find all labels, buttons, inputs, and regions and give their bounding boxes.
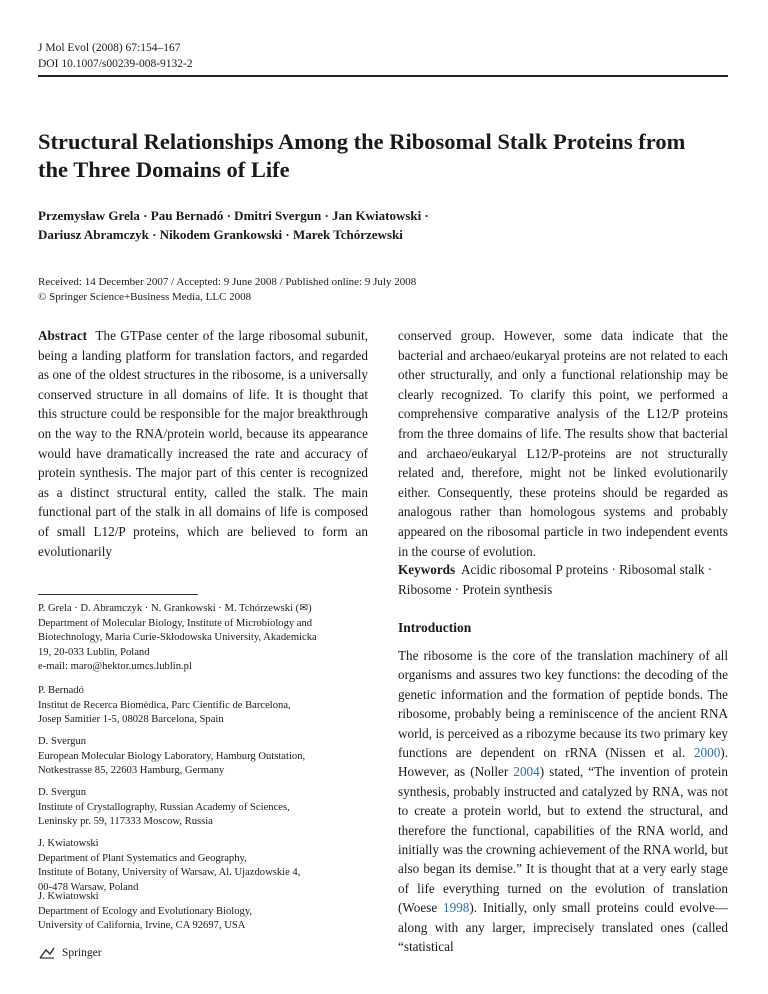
introduction-heading: Introduction xyxy=(398,620,472,635)
author-line-2: Dariusz Abramczyk · Nikodem Grankowski · Marek Tchórzewski xyxy=(38,227,403,242)
affiliation-6 xyxy=(38,890,368,934)
affiliation-line: 19, 20-033 Lublin, Poland xyxy=(38,646,150,658)
affiliation-line: 00-478 Warsaw, Poland xyxy=(38,881,139,893)
introduction-text xyxy=(398,646,728,957)
journal-header xyxy=(38,40,193,72)
footnote-rule xyxy=(38,594,198,595)
affiliation-4 xyxy=(38,786,368,830)
abstract-heading: Abstract xyxy=(38,328,88,343)
affiliation-line: Institute of Crystallography, Russian Academy of Sciences, xyxy=(38,801,290,813)
affiliation-line: Josep Samitier 1-5, 08028 Barcelona, Spain xyxy=(38,714,224,726)
affiliation-line: J. Kwiatowski xyxy=(38,891,99,902)
article-title: Structural Relationships Among the Ribosomal Stalk Proteins from the Three Domains of Life xyxy=(38,129,686,182)
springer-logo-icon xyxy=(38,946,56,960)
publication-dates xyxy=(38,275,728,305)
keywords-heading: Keywords xyxy=(398,562,456,577)
abstract-right xyxy=(398,326,728,561)
publisher-footer xyxy=(38,946,102,960)
abstract-left xyxy=(38,326,368,561)
affiliation-line: Department of Ecology and Evolutionary Biology, xyxy=(38,905,253,917)
affiliation-3 xyxy=(38,735,368,779)
dates-line: Received: 14 December 2007 / Accepted: 9 June 2008 / Published online: 9 July 2008 xyxy=(38,276,417,288)
journal-doi: DOI 10.1007/s00239-008-9132-2 xyxy=(38,58,193,70)
affiliation-line: Institut de Recerca Biomèdica, Parc Científic de Barcelona, xyxy=(38,699,291,711)
affiliation-line: D. Svergun xyxy=(38,787,87,798)
affiliation-1 xyxy=(38,602,368,675)
copyright-line: © Springer Science+Business Media, LLC 2008 xyxy=(38,291,252,303)
journal-citation: J Mol Evol (2008) 67:154–167 xyxy=(38,42,181,54)
citation-link[interactable]: 2000 xyxy=(693,745,721,761)
affiliation-line: Institute of Botany, University of Warsaw, Al. Ujazdowskie 4, xyxy=(38,867,301,879)
affiliation-line: Department of Molecular Biology, Institute of Microbiology and xyxy=(38,617,313,629)
intro-text-part: ). However, as (Noller xyxy=(398,745,728,780)
publisher-name: Springer xyxy=(62,947,102,959)
affiliation-line: European Molecular Biology Laboratory, Hamburg Outstation, xyxy=(38,750,306,762)
author-list xyxy=(38,206,718,244)
affiliation-2 xyxy=(38,684,368,728)
abstract-text-left: The GTPase center of the large ribosomal subunit, being a landing platform for translation factors, and regarded as one of the oldest structures in the ribosome, is a universally conserved structure in all domains of life. It is thought that this structure could be responsible for the major breakthrough on the way to the RNA/protein world, because its appearance would have dramatically increased the rate and accuracy of protein synthesis. The major part of this center is recognized as a distinct structural entity, called the stalk. The main functional part of the stalk in all domains of life is composed of small L12/P proteins, which are believed to form an evolutionarily xyxy=(38,328,368,559)
affiliation-line: Notkestrasse 85, 22603 Hamburg, Germany xyxy=(38,765,225,777)
intro-text-part: ) stated, “The invention of protein synthesis, probably instructed and catalyzed by RNA, was not to create a protein world, but to extend the structural, and therefore the functional, capabilities of the RNA world, and initially was the crowning achievement of the RNA world, but also began its demise.” It is thought that at a very early stage of life everything turned on the evolution of translation (Woese xyxy=(398,764,728,916)
affiliation-5 xyxy=(38,837,368,895)
affiliation-line: University of California, Irvine, CA 92697, USA xyxy=(38,920,246,932)
keywords xyxy=(398,560,728,599)
intro-text-part: ). Initially, only small proteins could evolve—along with any larger, imprecisely translated ones (called “statistical xyxy=(398,900,728,955)
affiliation-line: Department of Plant Systematics and Geography, xyxy=(38,852,247,864)
affiliation-line: Leninsky pr. 59, 117333 Moscow, Russia xyxy=(38,816,213,828)
header-rule xyxy=(38,75,728,77)
affiliation-line: e-mail: maro@hektor.umcs.lublin.pl xyxy=(38,661,192,673)
intro-text-part: The ribosome is the core of the translation machinery of all organisms and assures two key functions: the decoding of the genetic information and the formation of peptide bonds. The ribosome, probably being a reminiscence of the ancient RNA world, is perceived as a ribozyme because its two primary key functions are dependent on rRNA (Nissen et al. xyxy=(398,648,728,761)
keywords-text: Acidic ribosomal P proteins · Ribosomal stalk · Ribosome · Protein synthesis xyxy=(398,562,713,597)
affiliation-line: J. Kwiatowski xyxy=(38,838,99,849)
citation-link[interactable]: 1998 xyxy=(442,900,470,916)
affiliation-line: P. Grela · D. Abramczyk · N. Grankowski · M. Tchórzewski (✉) xyxy=(38,603,312,614)
abstract-text-right: conserved group. However, some data indicate that the bacterial and archaeo/eukaryal proteins are not related to each other structurally, and only a functional relationship may be clearly recognized. To clarify this point, we performed a comprehensive comparative analysis of the L12/P proteins from the three domains of life. The results show that bacterial and archaeo/eukaryal L12/P-proteins are not structurally related and, therefore, might not be linked evolutionarily either. Consequently, these proteins should be regarded as analogous rather than homologous systems and probably appeared on the ribosomal particle in two independent events in the course of evolution. xyxy=(398,328,728,559)
affiliation-line: D. Svergun xyxy=(38,736,87,747)
author-line-1: Przemysław Grela · Pau Bernadó · Dmitri Svergun · Jan Kwiatowski · xyxy=(38,208,429,223)
citation-link[interactable]: 2004 xyxy=(513,764,540,780)
affiliation-line: P. Bernadó xyxy=(38,685,84,696)
affiliation-line: Biotechnology, Maria Curie-Skłodowska University, Akademicka xyxy=(38,632,317,644)
